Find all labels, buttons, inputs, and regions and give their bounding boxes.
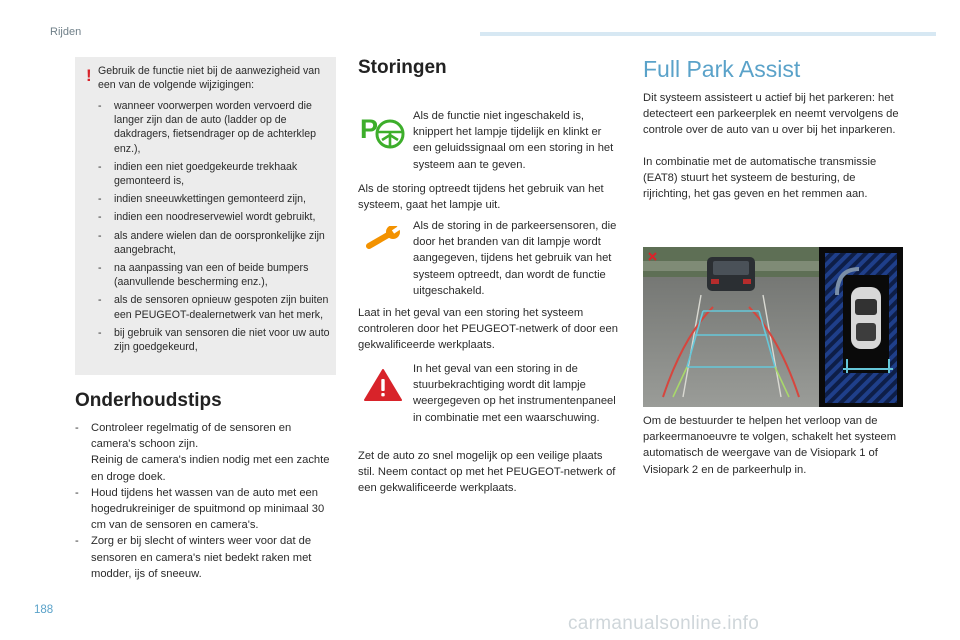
fpa-p1: Dit systeem assisteert u actief bij het parkeren: het detecteert een parkeerplek en neemt vervolgens de controle over de auto van u over bij het inparkeren. xyxy=(643,92,899,137)
list-item: - indien een noodreservewiel wordt gebruikt, xyxy=(98,210,334,224)
camera-view-illustration xyxy=(643,247,903,407)
list-item: - indien sneeuwkettingen gemonteerd zijn, xyxy=(98,192,334,206)
warning-triangle-icon xyxy=(364,368,402,402)
watermark: carmanualsonline.info xyxy=(568,613,760,634)
exclamation-icon: ! xyxy=(86,66,92,85)
svg-text:P: P xyxy=(360,114,379,144)
list-item: - als andere wielen dan de oorspronkelijke zijn aangebracht, xyxy=(98,229,334,257)
list-item xyxy=(75,533,335,582)
list-item-text: Zorg er bij slecht of winters weer voor dat de sensoren en camera's niet bedekt raken met modder, ijs of sneeuw. xyxy=(91,535,312,580)
storing-p1: Als de functie niet ingeschakeld is, knippert het lampje tijdelijk en klinkt er een geluidssignaal om een storing in het systeem aan te geven. xyxy=(413,110,614,171)
storing-p3: Als de storing in de parkeersensoren, die door het branden van dit lampje wordt aangegeven, tijdens het gebruik van het systeem optreedt, dan wordt de functie uitgeschakeld. xyxy=(413,220,617,297)
section-title: Rijden xyxy=(50,26,82,38)
storingen-heading: Storingen xyxy=(358,57,447,78)
storing-p5: In het geval van een storing in de stuurbekrachtiging wordt dit lampje weergegeven op het instrumentenpaneel in combinatie met een waarschuwing. xyxy=(413,363,616,424)
list-item: - na aanpassing van een of beide bumpers (aanvullende bescherming enz.), xyxy=(98,261,334,289)
warning-list xyxy=(98,99,334,358)
onderhoudstips-heading: Onderhoudstips xyxy=(75,390,222,411)
header-bar xyxy=(480,32,936,36)
park-assist-warning-icon xyxy=(360,112,406,152)
list-item: - als de sensoren opnieuw gespoten zijn buiten een PEUGEOT-dealernetwerk van het merk, xyxy=(98,293,334,321)
wrench-icon xyxy=(366,226,402,250)
warning-intro: Gebruik de functie niet bij de aanwezigheid van een van de volgende wijzigingen: xyxy=(98,65,321,92)
list-item xyxy=(75,485,335,534)
page-number: 188 xyxy=(34,604,54,616)
list-item: - bij gebruik van sensoren die niet voor uw auto zijn goedgekeurd, xyxy=(98,326,334,354)
list-item-text: Controleer regelmatig of de sensoren en camera's schoon zijn. xyxy=(91,422,292,451)
list-item: - indien een niet goedgekeurde trekhaak gemonteerd is, xyxy=(98,160,334,188)
fpa-heading: Full Park Assist xyxy=(643,56,801,82)
fpa-p3: Om de bestuurder te helpen het verloop van de parkeermanoeuvre te volgen, schakelt het systeem automatisch de weergave van de Visiopark 1 of Visiopark 2 en de parkeerhulp in. xyxy=(643,415,897,476)
list-item-extra: Reinig de camera's indien nodig met een zachte en droge doek. xyxy=(91,454,330,483)
list-item: - wanneer voorwerpen worden vervoerd die langer zijn dan de auto (ladder op de dakdragers, fietsendrager op de achterklep enz.), xyxy=(98,99,334,156)
onderhoudstips-list xyxy=(75,420,335,582)
storing-p6: Zet de auto zo snel mogelijk op een veilige plaats stil. Neem contact op met het PEUGEOT-netwerk of een gekwalificeerde werkplaats. xyxy=(358,450,616,495)
fpa-p2: In combinatie met de automatische transmissie (EAT8) stuurt het systeem de besturing, de rijrichting, het gas geven en het remmen aan. xyxy=(643,156,877,201)
storing-p4: Laat in het geval van een storing het systeem controleren door het PEUGEOT-netwerk of door een gekwalificeerde werkplaats. xyxy=(358,307,618,352)
list-item-text: Houd tijdens het wassen van de auto met een hogedrukreiniger de spuitmond op minimaal 30 cm van de sensoren en camera's. xyxy=(91,486,325,532)
list-item xyxy=(75,420,335,485)
storing-p2: Als de storing optreedt tijdens het gebruik van het systeem, gaat het lampje uit. xyxy=(358,183,604,212)
parking-camera-screen xyxy=(643,247,903,407)
